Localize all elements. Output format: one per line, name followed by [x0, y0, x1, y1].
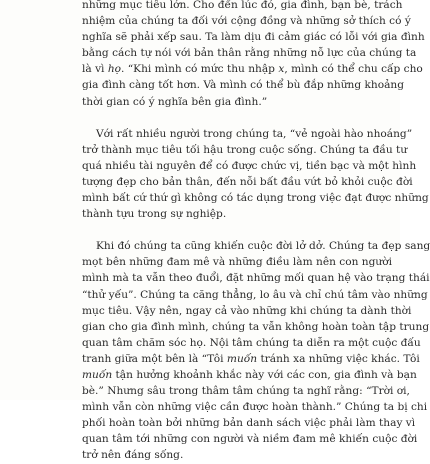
text-line	[82, 447, 322, 463]
text-run: mọt bên những đam mê và những điều làm nên con người	[82, 256, 393, 269]
text-run: phối hoàn toàn bởi những bản danh sách việc phải làm thay vì	[82, 417, 416, 430]
text-run: là vì	[82, 63, 108, 76]
text-line	[82, 431, 418, 447]
text-run: nhiệm của chúng ta đối với cộng đồng và những sở thích có ý	[82, 15, 411, 28]
text-run: mục tiêu. Vậy nên, ngay cả vào những khi chúng ta dành thời	[82, 304, 412, 317]
text-run: thành tựu trong sự nghiệp.	[82, 208, 227, 221]
text-line	[82, 238, 430, 254]
text-run: quan tâm tới những con người và niềm đam mê khiến cuộc đời	[82, 433, 418, 446]
emphasis-text: họ	[107, 63, 122, 76]
text-line	[82, 270, 430, 286]
text-run: mình vẫn còn những việc cần được hoàn thành.” Chúng ta bị chi	[82, 401, 428, 414]
emphasis-text: muốn	[226, 352, 258, 365]
text-line	[82, 29, 425, 45]
paragraph	[82, 0, 425, 110]
text-line	[82, 351, 420, 367]
text-run: Với rất nhiều người trong chúng ta, “vẻ ngoài hào nhoáng”	[96, 127, 413, 140]
text-line	[82, 287, 428, 303]
text-run: mình mà ta vẫn theo đuổi, đặt những mối quan hệ vào trạng thái	[82, 272, 430, 285]
text-run: gia đình càng tốt hơn. Và mình có thể bù đắp những khoảng	[82, 79, 405, 92]
text-line	[82, 77, 405, 93]
text-line	[82, 61, 423, 77]
text-run: quá nhiều tài nguyên để có được chức vị, tiền bạc và một hình	[82, 159, 417, 172]
text-line	[82, 367, 417, 383]
text-run: . “Khi mình có mức thu nhập	[121, 63, 279, 76]
body-text	[82, 0, 430, 464]
emphasis-text: x	[278, 63, 285, 76]
text-run: trở thành mục tiêu tối hậu trong cuộc sống. Chúng ta đầu tư	[82, 143, 408, 156]
text-run: Khi đó chúng ta cũng khiến cuộc đời lở dở. Chúng ta đẹp sang	[96, 240, 430, 253]
text-run: nghĩa sẽ phải xếp sau. Ta làm dịu đi cảm giác có lỗi với gia đình	[82, 31, 425, 44]
paragraph-gap	[82, 222, 322, 238]
paragraph-gap	[82, 110, 322, 126]
text-line	[82, 45, 417, 61]
paragraph	[82, 238, 430, 463]
text-run: bè.” Nhưng sâu trong thâm tâm chúng ta nghĩ rằng: “Trời ơi,	[82, 385, 410, 398]
text-line	[82, 13, 411, 29]
text-line	[82, 415, 416, 431]
text-run: gian cho gia đình mình, chúng ta vẫn không hoàn toàn tập trung	[82, 320, 430, 333]
emphasis-text: muốn	[82, 368, 113, 381]
text-line	[82, 0, 403, 13]
text-run: những mục tiêu lớn. Cho đến lúc đó, gia đình, bạn bè, trách	[82, 0, 403, 11]
text-line	[82, 399, 428, 415]
text-line	[82, 190, 429, 206]
text-line	[82, 158, 417, 174]
text-run: tận hưởng khoảnh khắc này với các con, gia đình và bạn	[112, 368, 417, 381]
text-run: , mình có thể chu cấp cho	[284, 63, 423, 76]
text-line	[82, 335, 421, 351]
text-line	[82, 303, 412, 319]
text-run: “thử yếu”. Chúng ta căng thẳng, lo âu và chỉ chú tâm vào những	[82, 288, 428, 301]
text-run: tránh xa những việc khác. Tôi	[257, 352, 420, 365]
text-line	[82, 94, 322, 110]
text-line	[82, 174, 413, 190]
text-run: trở nên đáng sống.	[82, 449, 184, 462]
paragraph	[82, 126, 429, 223]
text-line	[82, 206, 322, 222]
text-run: tượng đẹp cho bản thân, đến nỗi bất đầu vứt bỏ khỏi cuộc đời	[82, 175, 413, 188]
text-run: bằng cách tự nói với bản thân rằng những nỗ lực của chúng ta	[82, 47, 417, 60]
text-run: thời gian có ý nghĩa bên gia đình.”	[82, 95, 268, 108]
text-line	[82, 383, 410, 399]
text-run: mình bất cứ thứ gì không có tác dụng trong việc đạt được những	[82, 192, 429, 205]
text-line	[82, 319, 430, 335]
text-line	[82, 126, 413, 142]
text-run: tranh giữa một bên là “Tôi	[82, 352, 227, 365]
text-run: quan tâm chăm sóc họ. Nội tâm chúng ta diễn ra một cuộc đấu	[82, 336, 421, 349]
text-line	[82, 142, 408, 158]
text-line	[82, 254, 393, 270]
